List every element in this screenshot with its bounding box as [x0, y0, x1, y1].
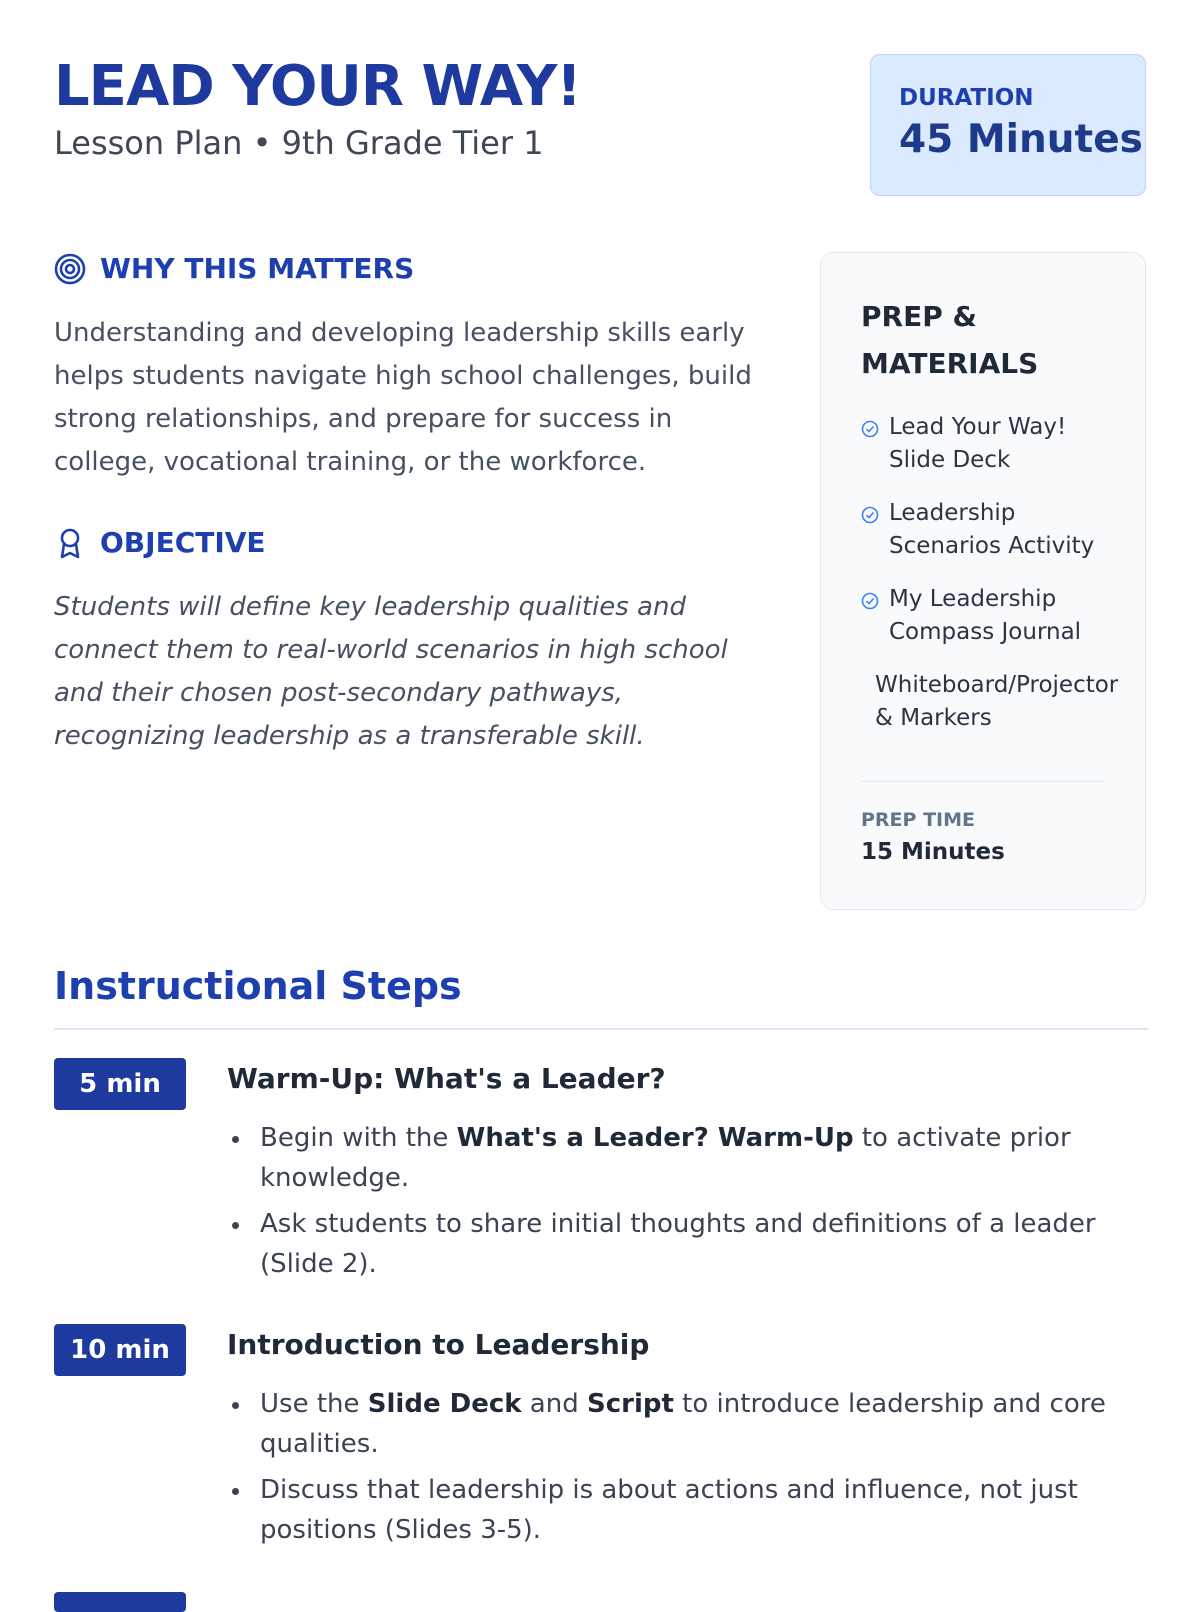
materials-item-label: Leadership Scenarios Activity: [889, 500, 1095, 559]
check-circle-icon: [861, 506, 879, 524]
duration-value: 45 Minutes: [899, 117, 1143, 162]
materials-item-label: Lead Your Way! Slide Deck: [889, 414, 1067, 473]
prep-materials-title: PREP & MATERIALS: [861, 300, 1039, 380]
objective-heading-label: OBJECTIVE: [100, 526, 266, 559]
instructional-steps-heading: Instructional Steps: [54, 964, 462, 1008]
materials-item: [861, 669, 1121, 735]
step-bullet: Use the Slide Deck and Script to introduce leadership and core qualities.: [227, 1384, 1148, 1464]
step-duration-badge: 10 min: [54, 1324, 186, 1376]
objective-heading: [54, 526, 266, 559]
check-circle-icon: [861, 420, 879, 438]
step-duration-badge: 5 min: [54, 1058, 186, 1110]
why-this-matters-text: Understanding and developing leadership skills early helps students navigate high school challenges, build strong relationships, and prepare for success in college, vocational training, or the workforce.: [54, 318, 752, 477]
materials-list: [861, 411, 1121, 755]
step-bullets: [227, 1384, 1148, 1556]
award-ribbon-icon: [54, 527, 86, 559]
step-title: Warm-Up: What's a Leader?: [227, 1062, 666, 1095]
materials-item: [861, 411, 1121, 477]
objective-text: Students will define key leadership qualities and connect them to real-world scenarios in high school and their chosen post-secondary pathways, recognizing leadership as a transferable skill.: [54, 592, 728, 751]
duration-card: [870, 54, 1146, 196]
prep-materials-card: [820, 252, 1146, 910]
check-circle-icon: [861, 592, 879, 610]
step-bullet: Discuss that leadership is about actions and influence, not just positions (Slides 3-5).: [227, 1470, 1148, 1550]
target-icon: [54, 253, 86, 285]
why-this-matters-heading: [54, 252, 414, 285]
page-subtitle: Lesson Plan • 9th Grade Tier 1: [54, 124, 544, 162]
materials-item-label: Whiteboard/Projector & Markers: [875, 672, 1119, 731]
step-duration-badge-partial: [54, 1592, 186, 1612]
materials-item-label: My Leadership Compass Journal: [889, 586, 1082, 645]
materials-item: [861, 497, 1121, 563]
page-title: LEAD YOUR WAY!: [54, 54, 581, 119]
prep-time-label: PREP TIME: [861, 809, 975, 831]
step-bullet: Ask students to share initial thoughts and definitions of a leader (Slide 2).: [227, 1204, 1148, 1284]
step-title: Introduction to Leadership: [227, 1328, 650, 1361]
materials-item: [861, 583, 1121, 649]
divider: [54, 1028, 1148, 1030]
prep-time-value: 15 Minutes: [861, 839, 1005, 865]
why-heading-label: WHY THIS MATTERS: [100, 252, 415, 285]
divider: [861, 781, 1105, 782]
duration-label: DURATION: [899, 85, 1034, 111]
step-bullets: [227, 1118, 1148, 1290]
step-bullet: Begin with the What's a Leader? Warm-Up to activate prior knowledge.: [227, 1118, 1148, 1198]
